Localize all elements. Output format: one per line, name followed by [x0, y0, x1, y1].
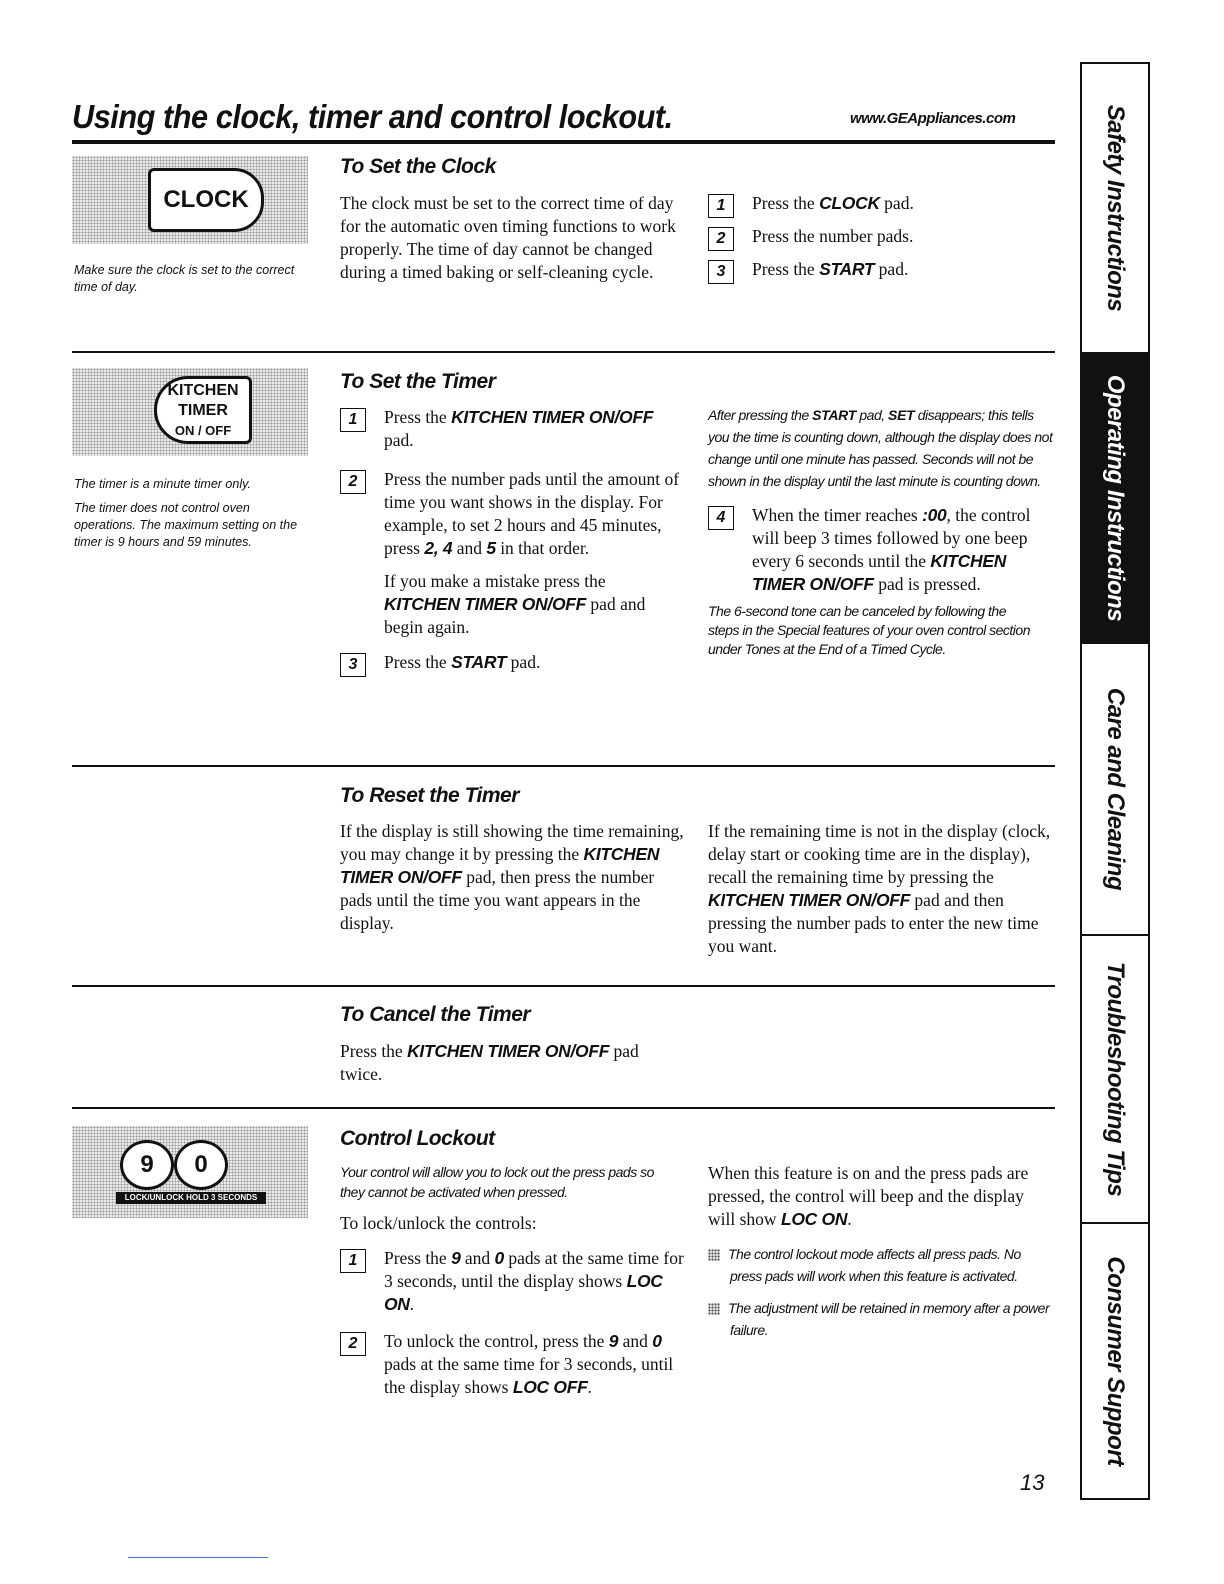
section-divider	[72, 765, 1055, 767]
after-start-note: After pressing the START pad, SET disappears; this tells you the time is counting down, although the display does not change until one minute has passed. Seconds will not be shown in the display until the last minute is counting down.	[708, 407, 1053, 489]
website-url: www.GEAppliances.com	[850, 110, 1016, 127]
timer-steps-right	[708, 404, 1053, 659]
tone-note: The 6-second tone can be canceled by following the steps in the Special features of your oven control section under Tones at the End of a Timed Cycle.	[708, 603, 1030, 657]
step-number: 1	[340, 1249, 366, 1273]
nine-key: 9	[120, 1140, 174, 1190]
lockout-right-body: When this feature is on and the press pads are pressed, the control will beep and the display will show LOC ON.	[708, 1163, 1029, 1229]
tab-troubleshooting-tips[interactable]: Troubleshooting Tips	[1082, 936, 1148, 1224]
cancel-heading: To Cancel the Timer	[340, 1003, 531, 1026]
section-divider	[72, 1107, 1055, 1109]
lockout-right	[708, 1162, 1053, 1341]
header-rule	[72, 140, 1055, 144]
timer-caption-1: The timer is a minute timer only.	[74, 477, 251, 491]
bottom-rule	[128, 1557, 268, 1558]
page-title: Using the clock, timer and control lockout.	[72, 98, 673, 135]
section-divider	[72, 985, 1055, 987]
cancel-body: Press the KITCHEN TIMER ON/OFF pad twice.	[340, 1041, 639, 1084]
step-number: 3	[340, 653, 366, 677]
reset-heading: To Reset the Timer	[340, 784, 519, 807]
clock-step-1: 1 Press the CLOCK pad.	[708, 192, 1048, 215]
bullet-icon	[708, 1303, 720, 1315]
clock-step-2: 2 Press the number pads.	[708, 225, 1048, 248]
timer-step-2: 2 Press the number pads until the amount of time you want shows in the display. For example, to set 2 hours and 45 minutes, press 2, 4 and 5 in that order.	[340, 468, 685, 560]
lockout-step-2: 2 To unlock the control, press the 9 and 0 pads at the same time for 3 seconds, until the display shows LOC OFF.	[340, 1330, 685, 1399]
lockout-step-1: 1 Press the 9 and 0 pads at the same time for 3 seconds, until the display shows LOC ON.	[340, 1247, 685, 1316]
page-number: 13	[1020, 1470, 1045, 1495]
lockout-bullet-2: The adjustment will be retained in memory after a power failure.	[708, 1297, 1050, 1341]
step-number: 2	[708, 227, 734, 251]
zero-key: 0	[174, 1140, 228, 1190]
lockout-heading: Control Lockout	[340, 1127, 495, 1150]
lockout-to-lock: To lock/unlock the controls:	[340, 1213, 537, 1233]
step-number: 1	[708, 194, 734, 218]
tab-safety-instructions[interactable]: Safety Instructions	[1082, 64, 1148, 354]
clock-pad: CLOCK	[148, 168, 264, 232]
timer-heading: To Set the Timer	[340, 370, 496, 393]
step-number: 4	[708, 506, 734, 530]
timer-step-3: 3 Press the START pad.	[340, 651, 685, 674]
clock-heading: To Set the Clock	[340, 155, 496, 178]
lockout-intro: Your control will allow you to lock out the press pads so they cannot be activated when pressed.	[340, 1164, 654, 1200]
timer-step-1: 1 Press the KITCHEN TIMER ON/OFF pad.	[340, 406, 685, 452]
section-sidebar	[1080, 62, 1150, 1500]
reset-body-right: If the remaining time is not in the display (clock, delay start or cooking time are in the display), recall the remaining time by pressing the KITCHEN TIMER ON/OFF pad and then pressing the number pads to enter the new time you want.	[708, 821, 1051, 956]
step-number: 3	[708, 260, 734, 284]
clock-step-3: 3 Press the START pad.	[708, 258, 1048, 281]
clock-caption: Make sure the clock is set to the correct time of day.	[74, 263, 295, 294]
step-number: 1	[340, 408, 366, 432]
timer-mistake-note: If you make a mistake press the KITCHEN TIMER ON/OFF pad and begin again.	[384, 571, 646, 637]
lockout-left	[340, 1162, 685, 1399]
tab-operating-instructions[interactable]: Operating Instructions	[1082, 354, 1148, 644]
reset-body-left: If the display is still showing the time remaining, you may change it by pressing the KITCHEN TIMER ON/OFF pad, then press the number pads until the time you want appears in the display.	[340, 821, 684, 933]
section-divider	[72, 351, 1055, 353]
tab-care-and-cleaning[interactable]: Care and Cleaning	[1082, 644, 1148, 936]
timer-caption-2: The timer does not control oven operations. The maximum setting on the timer is 9 hours and 59 minutes.	[74, 501, 298, 549]
clock-body: The clock must be set to the correct time of day for the automatic oven timing functions to work properly. The time of day cannot be changed during a timed baking or self-cleaning cycle.	[340, 193, 676, 282]
bullet-icon	[708, 1249, 720, 1261]
clock-steps	[708, 192, 1048, 281]
kitchen-timer-pad: KITCHEN TIMER ON / OFF	[154, 376, 252, 444]
tab-consumer-support[interactable]: Consumer Support	[1102, 1256, 1129, 1466]
step-number: 2	[340, 1332, 366, 1356]
timer-step-4: 4 When the timer reaches :00, the control will beep 3 times followed by one beep every 6 seconds until the KITCHEN TIMER ON/OFF pad is pressed.	[708, 504, 1053, 596]
timer-pad-illustration	[72, 368, 308, 456]
step-number: 2	[340, 470, 366, 494]
lockout-pad-illustration	[72, 1126, 308, 1218]
timer-steps-left	[340, 406, 685, 674]
lockout-pad-caption: LOCK/UNLOCK HOLD 3 SECONDS	[116, 1192, 266, 1204]
clock-pad-illustration	[72, 156, 308, 244]
lockout-bullet-1: The control lockout mode affects all press pads. No press pads will work when this feature is activated.	[708, 1243, 1050, 1287]
